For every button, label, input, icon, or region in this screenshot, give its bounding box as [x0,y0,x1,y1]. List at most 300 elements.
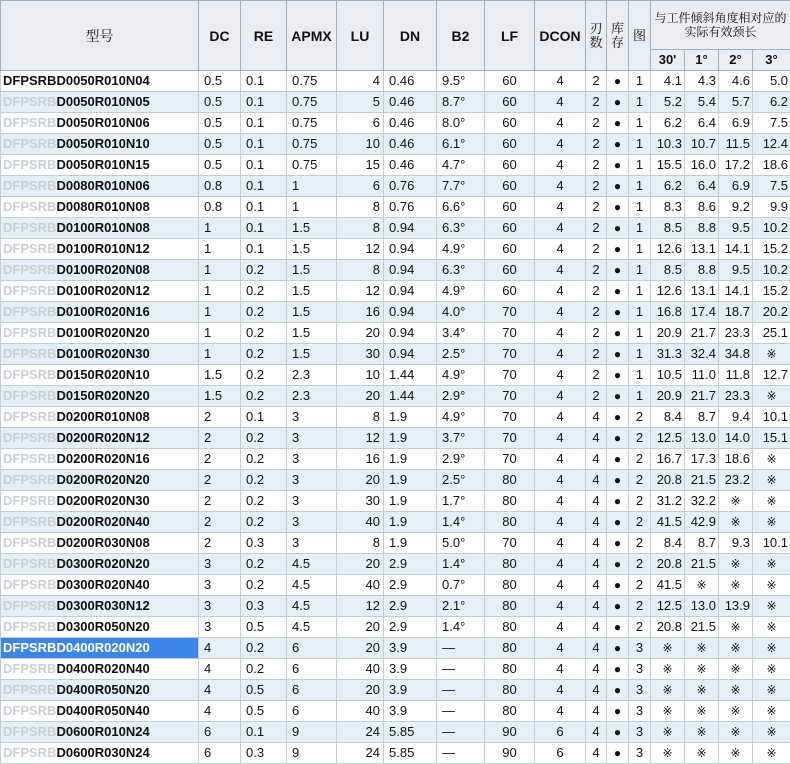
dcon-cell: 4 [535,407,586,428]
effective-length-cell: ※ [753,575,790,596]
lu-cell: 15 [337,155,384,176]
dc-cell: 6 [199,722,241,743]
model-cell[interactable] [1,428,199,449]
dn-cell: 0.46 [384,92,437,113]
table-row[interactable] [1,638,790,659]
effective-length-cell: ※ [651,701,685,722]
model-cell[interactable] [1,260,199,281]
effective-length-cell: ※ [651,638,685,659]
effective-length-cell: ※ [719,743,753,764]
model-prefix: DFPSRB [3,304,56,319]
effective-length-cell: ※ [651,680,685,701]
dcon-cell: 6 [535,743,586,764]
stock-dot-icon: ● [607,533,629,554]
table-row[interactable] [1,512,790,533]
z-cell: 4 [586,449,607,470]
effective-length-cell: 21.5 [685,554,719,575]
model-cell[interactable] [1,659,199,680]
stock-dot-icon: ● [607,134,629,155]
stock-dot-icon: ● [607,281,629,302]
model-suffix: D0300R020N40 [56,577,149,592]
effective-length-cell: ※ [753,554,790,575]
model-cell[interactable] [1,533,199,554]
dc-cell: 4 [199,638,241,659]
table-row[interactable] [1,722,790,743]
model-cell[interactable] [1,743,199,764]
effective-length-cell: 13.1 [685,239,719,260]
effective-length-cell: 18.6 [719,449,753,470]
table-row[interactable] [1,218,790,239]
effective-length-cell: 8.7 [685,407,719,428]
lu-cell: 40 [337,701,384,722]
lf-cell: 80 [485,596,535,617]
lu-cell: 20 [337,323,384,344]
effective-length-cell: 15.1 [753,428,790,449]
b2-cell: — [437,743,485,764]
apmx-cell: 0.75 [287,71,337,92]
model-cell[interactable] [1,722,199,743]
table-row[interactable] [1,197,790,218]
effective-length-cell: 10.5 [651,365,685,386]
dn-cell: 0.94 [384,323,437,344]
dc-cell: 0.5 [199,134,241,155]
dcon-cell: 4 [535,176,586,197]
dcon-cell: 4 [535,239,586,260]
table-row[interactable] [1,386,790,407]
b2-cell: 4.9° [437,281,485,302]
figure-cell: 1 [629,323,651,344]
model-cell[interactable] [1,323,199,344]
effective-length-cell: 9.9 [753,197,790,218]
effective-length-cell: 6.9 [719,176,753,197]
model-prefix: DFPSRB [3,262,56,277]
dc-cell: 1 [199,323,241,344]
figure-cell: 1 [629,134,651,155]
figure-cell: 1 [629,365,651,386]
stock-dot-icon: ● [607,365,629,386]
effective-length-cell: 21.5 [685,470,719,491]
effective-length-cell: 11.0 [685,365,719,386]
table-row[interactable] [1,743,790,764]
effective-length-cell: ※ [651,743,685,764]
b2-cell: 4.9° [437,407,485,428]
model-cell[interactable] [1,239,199,260]
effective-length-cell: 8.8 [685,260,719,281]
table-row[interactable] [1,323,790,344]
table-row[interactable] [1,428,790,449]
lu-cell: 12 [337,239,384,260]
dn-cell: 1.9 [384,491,437,512]
table-row[interactable] [1,533,790,554]
dcon-cell: 4 [535,701,586,722]
z-cell: 4 [586,428,607,449]
model-cell[interactable] [1,638,199,659]
effective-length-cell: 8.8 [685,218,719,239]
dc-cell: 6 [199,743,241,764]
effective-length-cell: ※ [719,512,753,533]
figure-cell: 2 [629,449,651,470]
model-cell[interactable] [1,71,199,92]
b2-cell: 6.3° [437,218,485,239]
stock-dot-icon: ● [607,722,629,743]
dc-cell: 4 [199,659,241,680]
figure-cell: 2 [629,554,651,575]
lu-cell: 20 [337,386,384,407]
lf-cell: 70 [485,533,535,554]
table-row[interactable] [1,554,790,575]
apmx-cell: 3 [287,407,337,428]
apmx-cell: 6 [287,659,337,680]
dn-cell: 0.46 [384,134,437,155]
lu-cell: 24 [337,743,384,764]
apmx-cell: 0.75 [287,155,337,176]
model-cell[interactable] [1,155,199,176]
z-cell: 4 [586,722,607,743]
lu-cell: 20 [337,680,384,701]
lu-cell: 20 [337,470,384,491]
table-row[interactable] [1,407,790,428]
table-row[interactable] [1,134,790,155]
dn-cell: 1.44 [384,386,437,407]
effective-length-cell: 20.8 [651,470,685,491]
stock-dot-icon: ● [607,575,629,596]
model-cell[interactable] [1,386,199,407]
model-prefix: DFPSRB [3,136,56,151]
z-cell: 2 [586,344,607,365]
effective-length-cell: 20.2 [753,302,790,323]
table-row[interactable] [1,659,790,680]
model-prefix: DFPSRB [3,598,56,613]
effective-length-cell: 4.1 [651,71,685,92]
lf-cell: 60 [485,155,535,176]
dcon-cell: 4 [535,554,586,575]
re-cell: 0.1 [241,134,287,155]
re-cell: 0.3 [241,743,287,764]
apmx-cell: 1.5 [287,281,337,302]
effective-length-cell: 20.8 [651,617,685,638]
table-row[interactable] [1,113,790,134]
dcon-cell: 4 [535,680,586,701]
model-cell[interactable] [1,113,199,134]
table-row[interactable] [1,344,790,365]
model-suffix: D0050R010N10 [56,136,149,151]
model-cell[interactable] [1,92,199,113]
lf-cell: 60 [485,281,535,302]
effective-length-cell: ※ [753,491,790,512]
stock-dot-icon: ● [607,449,629,470]
header-apmx: APMX [287,1,337,71]
table-row[interactable] [1,71,790,92]
effective-length-cell: 13.0 [685,428,719,449]
dcon-cell: 4 [535,449,586,470]
effective-length-cell: ※ [753,344,790,365]
z-cell: 4 [586,596,607,617]
figure-cell: 2 [629,575,651,596]
effective-length-cell: ※ [753,386,790,407]
header-angle-30min: 30' [651,50,685,71]
effective-length-cell: 8.4 [651,533,685,554]
lf-cell: 80 [485,512,535,533]
model-suffix: D0300R020N20 [56,556,149,571]
model-cell[interactable] [1,407,199,428]
effective-length-cell: 7.5 [753,113,790,134]
stock-dot-icon: ● [607,344,629,365]
lf-cell: 70 [485,386,535,407]
dcon-cell: 4 [535,659,586,680]
model-suffix: D0100R010N08 [56,220,149,235]
effective-length-cell: ※ [753,617,790,638]
header-re: RE [241,1,287,71]
b2-cell: 1.4° [437,554,485,575]
model-prefix: DFPSRB [3,94,56,109]
figure-cell: 3 [629,722,651,743]
table-row[interactable] [1,260,790,281]
figure-cell: 3 [629,743,651,764]
dc-cell: 1 [199,218,241,239]
effective-length-cell: 25.1 [753,323,790,344]
figure-cell: 1 [629,176,651,197]
model-suffix: D0050R010N15 [56,157,149,172]
re-cell: 0.2 [241,512,287,533]
effective-length-cell: 15.2 [753,281,790,302]
figure-cell: 1 [629,386,651,407]
effective-length-cell: ※ [685,638,719,659]
apmx-cell: 0.75 [287,134,337,155]
dn-cell: 1.9 [384,470,437,491]
table-row[interactable] [1,176,790,197]
effective-length-cell: ※ [719,554,753,575]
dc-cell: 3 [199,554,241,575]
dn-cell: 5.85 [384,722,437,743]
apmx-cell: 2.3 [287,386,337,407]
model-cell[interactable] [1,344,199,365]
model-cell[interactable] [1,302,199,323]
lf-cell: 60 [485,218,535,239]
table-row[interactable] [1,239,790,260]
dcon-cell: 4 [535,344,586,365]
table-row[interactable] [1,302,790,323]
z-cell: 4 [586,743,607,764]
dn-cell: 1.44 [384,365,437,386]
model-suffix: D0100R020N30 [56,346,149,361]
lf-cell: 60 [485,71,535,92]
lf-cell: 60 [485,260,535,281]
model-suffix: D0200R020N20 [56,472,149,487]
table-row[interactable] [1,617,790,638]
b2-cell: — [437,659,485,680]
model-prefix: DFPSRB [3,472,56,487]
model-suffix: D0200R020N16 [56,451,149,466]
table-row[interactable] [1,365,790,386]
dn-cell: 2.9 [384,617,437,638]
table-row[interactable] [1,449,790,470]
dcon-cell: 4 [535,470,586,491]
lf-cell: 90 [485,743,535,764]
lu-cell: 5 [337,92,384,113]
re-cell: 0.2 [241,323,287,344]
b2-cell: 7.7° [437,176,485,197]
table-row[interactable] [1,92,790,113]
model-suffix: D0100R010N12 [56,241,149,256]
effective-length-cell: 10.1 [753,533,790,554]
model-cell[interactable] [1,365,199,386]
dn-cell: 3.9 [384,638,437,659]
re-cell: 0.5 [241,617,287,638]
model-cell[interactable] [1,512,199,533]
effective-length-cell: ※ [753,722,790,743]
model-cell[interactable] [1,218,199,239]
model-cell[interactable] [1,197,199,218]
dn-cell: 0.94 [384,302,437,323]
model-cell[interactable] [1,176,199,197]
re-cell: 0.2 [241,470,287,491]
apmx-cell: 1.5 [287,218,337,239]
table-row[interactable] [1,470,790,491]
model-suffix: D0400R050N40 [56,703,149,718]
z-cell: 4 [586,701,607,722]
effective-length-cell: 34.8 [719,344,753,365]
table-row[interactable] [1,575,790,596]
table-row[interactable] [1,281,790,302]
figure-cell: 1 [629,281,651,302]
effective-length-cell: ※ [651,659,685,680]
header-dcon: DCON [535,1,586,71]
lf-cell: 70 [485,302,535,323]
stock-dot-icon: ● [607,743,629,764]
model-cell[interactable] [1,596,199,617]
model-suffix: D0200R020N30 [56,493,149,508]
dc-cell: 2 [199,428,241,449]
z-cell: 2 [586,92,607,113]
lu-cell: 10 [337,365,384,386]
model-cell[interactable] [1,449,199,470]
effective-length-cell: ※ [753,596,790,617]
dc-cell: 1 [199,281,241,302]
header-angle-2deg: 2° [719,50,753,71]
stock-dot-icon: ● [607,323,629,344]
re-cell: 0.2 [241,491,287,512]
dcon-cell: 4 [535,323,586,344]
figure-cell: 3 [629,659,651,680]
effective-length-cell: ※ [719,617,753,638]
dcon-cell: 4 [535,71,586,92]
effective-length-cell: 5.7 [719,92,753,113]
lf-cell: 80 [485,659,535,680]
apmx-cell: 1.5 [287,323,337,344]
table-row[interactable] [1,155,790,176]
model-suffix: D0080R010N06 [56,178,149,193]
z-cell: 4 [586,617,607,638]
table-row[interactable] [1,596,790,617]
table-row[interactable] [1,680,790,701]
b2-cell: 6.3° [437,260,485,281]
model-suffix: D0150R020N20 [56,388,149,403]
re-cell: 0.2 [241,575,287,596]
z-cell: 2 [586,197,607,218]
b2-cell: 3.4° [437,323,485,344]
lu-cell: 8 [337,260,384,281]
model-prefix: DFPSRB [3,367,56,382]
re-cell: 0.1 [241,722,287,743]
effective-length-cell: 20.8 [651,554,685,575]
dc-cell: 3 [199,575,241,596]
dcon-cell: 4 [535,218,586,239]
table-row[interactable] [1,701,790,722]
model-cell[interactable] [1,680,199,701]
effective-length-cell: 42.9 [685,512,719,533]
stock-dot-icon: ● [607,92,629,113]
apmx-cell: 1.5 [287,302,337,323]
effective-length-cell: ※ [685,659,719,680]
model-cell[interactable] [1,491,199,512]
model-cell[interactable] [1,701,199,722]
b2-cell: 4.7° [437,155,485,176]
model-cell[interactable] [1,281,199,302]
figure-cell: 2 [629,470,651,491]
model-cell[interactable] [1,575,199,596]
re-cell: 0.1 [241,155,287,176]
stock-dot-icon: ● [607,470,629,491]
effective-length-cell: 5.0 [753,71,790,92]
b2-cell: — [437,701,485,722]
lf-cell: 70 [485,428,535,449]
header-figure: 图 [629,1,651,71]
dn-cell: 0.76 [384,197,437,218]
effective-length-cell: ※ [685,743,719,764]
lu-cell: 40 [337,575,384,596]
lu-cell: 30 [337,491,384,512]
model-suffix: D0150R020N10 [56,367,149,382]
model-cell[interactable] [1,617,199,638]
effective-length-cell: 6.9 [719,113,753,134]
effective-length-cell: 12.5 [651,596,685,617]
re-cell: 0.1 [241,113,287,134]
dc-cell: 4 [199,701,241,722]
dc-cell: 1.5 [199,386,241,407]
apmx-cell: 3 [287,470,337,491]
effective-length-cell: ※ [753,743,790,764]
effective-length-cell: 16.7 [651,449,685,470]
effective-length-cell: 12.6 [651,239,685,260]
model-prefix: DFPSRB [3,220,56,235]
effective-length-cell: 9.4 [719,407,753,428]
table-row[interactable] [1,491,790,512]
b2-cell: 1.7° [437,491,485,512]
model-cell[interactable] [1,470,199,491]
header-model: 型号 [1,1,199,71]
model-cell[interactable] [1,554,199,575]
figure-cell: 2 [629,407,651,428]
dc-cell: 0.5 [199,92,241,113]
model-prefix: DFPSRB [3,514,56,529]
table-header [1,1,790,71]
effective-length-cell: ※ [719,638,753,659]
re-cell: 0.2 [241,554,287,575]
model-prefix: DFPSRB [3,745,56,760]
lf-cell: 90 [485,722,535,743]
dc-cell: 1 [199,344,241,365]
lu-cell: 12 [337,596,384,617]
model-prefix: DFPSRB [3,703,56,718]
effective-length-cell: 8.6 [685,197,719,218]
lu-cell: 20 [337,617,384,638]
re-cell: 0.1 [241,71,287,92]
model-cell[interactable] [1,134,199,155]
lf-cell: 60 [485,134,535,155]
stock-dot-icon: ● [607,113,629,134]
figure-cell: 2 [629,512,651,533]
model-suffix: D0050R010N05 [56,94,149,109]
